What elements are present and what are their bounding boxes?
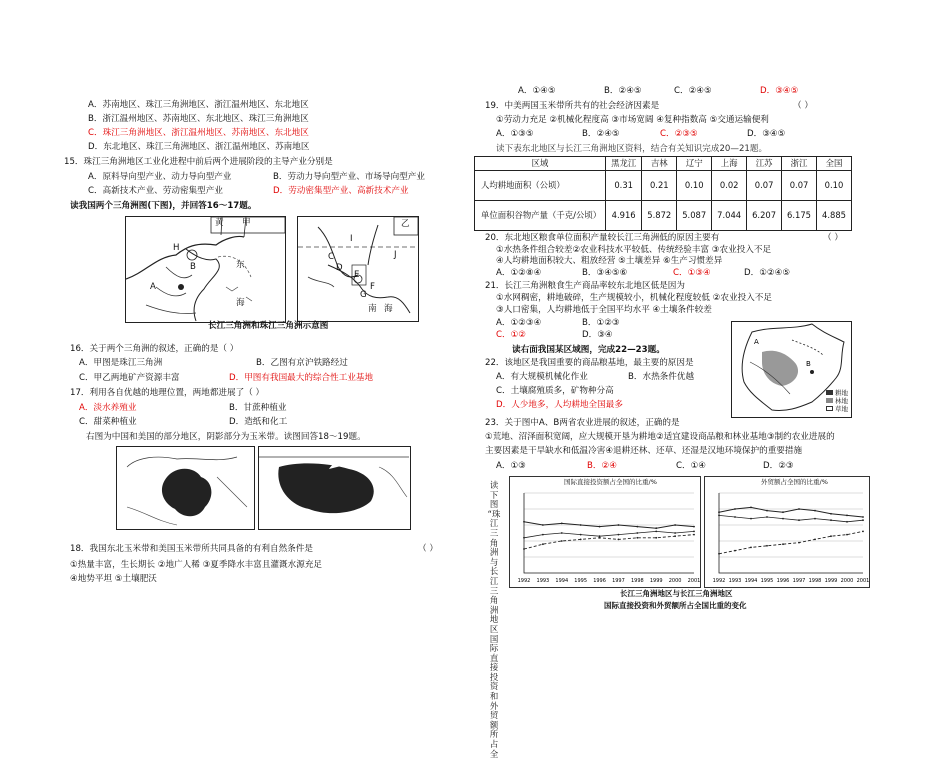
read-chart-char: 资 bbox=[489, 681, 499, 692]
read-chart-char: 外 bbox=[489, 700, 499, 711]
x-tick-label: 1999 bbox=[824, 578, 838, 584]
data-point bbox=[618, 539, 620, 541]
table-row-label: 人均耕地面积（公顷） bbox=[475, 171, 606, 201]
read-chart-char: 读 bbox=[489, 480, 499, 490]
data-point bbox=[830, 519, 832, 521]
read-chart-char: 角 bbox=[489, 537, 499, 548]
q14-option-c: C．珠江三角洲地区、浙江温州地区、苏南地区、东北地区 bbox=[88, 128, 309, 138]
data-point bbox=[542, 534, 544, 536]
data-point bbox=[561, 540, 563, 542]
table-cell: 6.175 bbox=[782, 201, 817, 231]
read-chart-char: 洲 bbox=[489, 604, 499, 615]
table-cell: 0.21 bbox=[642, 171, 677, 201]
table-cell: 0.07 bbox=[782, 171, 817, 201]
map2-label-g: G bbox=[360, 290, 367, 300]
data-point bbox=[814, 510, 816, 512]
read-chart-char: 图 bbox=[489, 499, 499, 510]
usa-corn-belt-map bbox=[258, 446, 411, 530]
read-chart-char: 占 bbox=[489, 739, 499, 750]
q23-choice-b: B．②④ bbox=[587, 461, 617, 471]
data-point bbox=[798, 542, 800, 544]
q15-stem: 15．珠江三角洲地区工业化进程中前后两个进展阶段的主导产业分别是 bbox=[64, 157, 333, 167]
data-point bbox=[599, 535, 601, 537]
data-point bbox=[636, 537, 638, 539]
data-point bbox=[782, 518, 784, 520]
q14-option-d: D．东北地区、珠江三角洲地区、浙江温州地区、苏南地区 bbox=[88, 142, 310, 152]
legend-swatch-icon bbox=[826, 398, 833, 403]
chart-fdi-svg bbox=[510, 477, 700, 587]
x-tick-label: 1994 bbox=[555, 578, 569, 584]
data-point bbox=[693, 534, 695, 536]
read-chart-char: 所 bbox=[489, 729, 499, 740]
table-header-cell: 江苏 bbox=[747, 157, 782, 171]
legend-swatch-icon bbox=[826, 406, 833, 411]
map2-label-d: D bbox=[336, 263, 343, 273]
q23-stem: 23．关于图中A、B两省农业进展的叙述，正确的是 bbox=[485, 418, 680, 428]
x-tick-label: 1997 bbox=[612, 578, 625, 584]
map2-label-f: F bbox=[370, 282, 375, 292]
data-point bbox=[798, 519, 800, 521]
q19-paren: （ ） bbox=[793, 101, 813, 111]
table-header-row bbox=[475, 157, 852, 171]
read-chart-char: 国 bbox=[489, 633, 499, 644]
data-point bbox=[618, 524, 620, 526]
data-point bbox=[561, 523, 563, 525]
q19-stem: 19．中美两国玉米带所共有的社会经济因素是 bbox=[485, 101, 660, 111]
read-map-instruction: 读我国两个三角洲图(下图)，并回答16～17题。 bbox=[70, 201, 257, 211]
data-point bbox=[750, 547, 752, 549]
q19-choice-d: D．③④⑤ bbox=[747, 129, 786, 139]
legend-label: 草地 bbox=[835, 405, 848, 413]
data-point bbox=[782, 511, 784, 513]
table-cell: 5.872 bbox=[642, 201, 677, 231]
read-chart-char: 与 bbox=[489, 556, 499, 567]
chart-caption-1: 长江三角洲地区与长江三角洲地区 bbox=[620, 589, 733, 598]
table-header-cell: 浙江 bbox=[782, 157, 817, 171]
data-point bbox=[542, 524, 544, 526]
q18-opts-line2: ④地势平坦 ⑤土壤肥沃 bbox=[70, 574, 157, 584]
data-point bbox=[862, 519, 864, 521]
read-chart-char: 三 bbox=[489, 527, 499, 538]
q23-line2: 主要因素是干旱缺水和低温冷害④退耕还林、还草、还湿是汉地环境保护的重要措施 bbox=[485, 446, 803, 456]
data-point bbox=[561, 532, 563, 534]
data-point bbox=[814, 518, 816, 520]
table-cell: 4.885 bbox=[817, 201, 852, 231]
delta-map-yi-svg bbox=[298, 217, 418, 321]
map2-label-e: E bbox=[354, 270, 360, 280]
chart-trade-svg bbox=[705, 477, 869, 587]
delta-map-yi bbox=[297, 216, 419, 322]
q19-choice-b: B．②④⑤ bbox=[582, 129, 620, 139]
read-chart-char: 接 bbox=[489, 662, 499, 673]
data-point bbox=[718, 553, 720, 555]
q19-choice-a: A．①③⑤ bbox=[496, 129, 534, 139]
read-chart-char: 投 bbox=[489, 671, 499, 682]
usa-corn-belt-svg bbox=[259, 447, 410, 529]
read-chart-char: 贸 bbox=[489, 710, 499, 721]
table-cell: 5.087 bbox=[677, 201, 712, 231]
data-point bbox=[599, 537, 601, 539]
read-chart-char: 直 bbox=[489, 652, 499, 663]
x-tick-label: 1995 bbox=[760, 578, 774, 584]
x-tick-label: 1992 bbox=[712, 578, 726, 584]
data-point bbox=[766, 516, 768, 518]
x-tick-label: 1995 bbox=[574, 578, 588, 584]
legend-item bbox=[826, 389, 848, 397]
q14-option-a: A．苏南地区、珠江三角洲地区、浙江温州地区、东北地区 bbox=[88, 100, 309, 110]
q21-opts-line1: ①水网稠密，耕地破碎，生产规模较小，机械化程度较低 ②农业投入不足 bbox=[496, 293, 772, 303]
x-tick-label: 2001 bbox=[856, 578, 869, 584]
x-tick-label: 1996 bbox=[776, 578, 790, 584]
read-chart-char: 区 bbox=[489, 623, 499, 634]
data-point bbox=[734, 508, 736, 510]
data-point bbox=[766, 545, 768, 547]
legend-item bbox=[826, 405, 848, 413]
data-point bbox=[693, 531, 695, 533]
data-point bbox=[782, 543, 784, 545]
data-point bbox=[636, 526, 638, 528]
x-tick-label: 1999 bbox=[649, 578, 663, 584]
series-line bbox=[524, 535, 694, 549]
q23-choice-c: C．①④ bbox=[676, 461, 707, 471]
map1-label-h: H bbox=[173, 243, 180, 253]
ne-china-region-map bbox=[731, 321, 852, 418]
data-point bbox=[674, 532, 676, 534]
data-point bbox=[766, 510, 768, 512]
read-chart-char: 全 bbox=[489, 748, 499, 759]
q22-stem: 22．该地区是我国重要的商品粮基地，最主要的原因是 bbox=[485, 358, 694, 368]
map2-label-c: C bbox=[328, 252, 335, 262]
map-legend bbox=[826, 389, 848, 413]
table-row bbox=[475, 171, 852, 201]
chart-fdi-title: 国际直接投资额占全国的比重/% bbox=[564, 478, 657, 486]
data-point bbox=[655, 537, 657, 539]
q18-opts-line1: ①热量丰富，生长期长 ②地广人稀 ③夏季降水丰富且灌溉水源充足 bbox=[70, 560, 323, 570]
q17-option-c: C．甜菜种植业 bbox=[79, 417, 137, 427]
q18-choice-d: D．③④⑤ bbox=[760, 86, 799, 96]
q19-choice-c: C．②③⑤ bbox=[660, 129, 698, 139]
china-corn-belt-map bbox=[116, 446, 255, 530]
x-tick-label: 1992 bbox=[517, 578, 531, 584]
table-cell: 7.044 bbox=[712, 201, 747, 231]
x-tick-label: 1996 bbox=[593, 578, 606, 584]
data-point bbox=[693, 526, 695, 528]
x-tick-label: 2001 bbox=[687, 578, 700, 584]
q15-option-c: C．高新技术产业、劳动密集型产业 bbox=[88, 186, 223, 196]
delta-map-jia bbox=[125, 216, 286, 323]
table-header-cell: 辽宁 bbox=[677, 157, 712, 171]
data-point bbox=[846, 534, 848, 536]
read-chart-char: 长 bbox=[489, 566, 499, 577]
farmland-table bbox=[474, 156, 852, 231]
q15-option-d: D．劳动密集型产业、高新技术产业 bbox=[273, 186, 409, 196]
data-point bbox=[830, 513, 832, 515]
read-chart-char: 江 bbox=[489, 575, 499, 586]
q20-choice-a: A．①②⑧④ bbox=[496, 268, 542, 278]
read-chart-char: 下 bbox=[489, 489, 499, 500]
q22-option-b: B．水热条件优越 bbox=[628, 372, 695, 382]
data-point bbox=[618, 534, 620, 536]
svg-text:B: B bbox=[806, 360, 811, 368]
q16-option-a: A．甲图是珠江三角洲 bbox=[79, 358, 163, 368]
q20-stem: 20．东北地区粮食单位面积产量较长江三角洲低的原因主要有 bbox=[485, 233, 720, 243]
x-tick-label: 1994 bbox=[744, 578, 758, 584]
data-point bbox=[674, 535, 676, 537]
legend-swatch-icon bbox=[826, 390, 833, 395]
chart-trade-title: 外贸额占全国的比重/% bbox=[761, 478, 828, 486]
read-chart-char: “珠 bbox=[487, 508, 501, 519]
q21-stem: 21．长江三角洲粮食生产商品率较东北地区低是因为 bbox=[485, 281, 685, 291]
read-chart-char: 额 bbox=[489, 719, 499, 730]
legend-label: 耕地 bbox=[835, 389, 848, 397]
table-cell: 0.10 bbox=[677, 171, 712, 201]
q18-stem: 18．我国东北玉米带和美国玉米带所共同具备的有利自然条件是 bbox=[70, 544, 313, 554]
svg-text:A: A bbox=[754, 338, 759, 346]
data-point bbox=[862, 531, 864, 533]
data-point bbox=[523, 537, 525, 539]
q16-option-b: B．乙图有京沪铁路经过 bbox=[256, 358, 348, 368]
data-point bbox=[750, 518, 752, 520]
read-map2-instruction: 右图为中国和美国的部分地区，阴影部分为玉米带。读图回答18～19题。 bbox=[86, 432, 366, 442]
q21-choice-a: A．①②③④ bbox=[496, 318, 542, 328]
table-cell: 6.207 bbox=[747, 201, 782, 231]
map2-label-yi-text: 乙 bbox=[401, 219, 410, 229]
table-cell: 0.07 bbox=[747, 171, 782, 201]
chart-axis bbox=[719, 493, 863, 573]
read-table-instruction: 读下表东北地区与长江三角洲地区资料，结合有关知识完成20—21题。 bbox=[496, 144, 768, 154]
q18-choice-c: C．②④⑤ bbox=[674, 86, 712, 96]
q21-choice-b: B．①②③ bbox=[582, 318, 620, 328]
data-point bbox=[674, 524, 676, 526]
q16-stem: 16．关于两个三角洲的叙述，正确的是（ ） bbox=[70, 344, 239, 354]
table-cell: 0.02 bbox=[712, 171, 747, 201]
q18-choice-a: A．①④⑤ bbox=[518, 86, 556, 96]
q16-option-c: C．甲乙两地矿产资源丰富 bbox=[79, 373, 180, 383]
map1-label-huang: 黄 bbox=[215, 218, 224, 228]
q21-choice-d: D．③④ bbox=[582, 330, 613, 340]
table-header-cell: 黑龙江 bbox=[606, 157, 642, 171]
q23-choice-d: D．②③ bbox=[763, 461, 794, 471]
data-point bbox=[523, 521, 525, 523]
q17-option-d: D．造纸和化工 bbox=[229, 417, 288, 427]
chart-caption-2: 国际直接投资和外贸额所占全国比重的变化 bbox=[604, 601, 747, 610]
data-point bbox=[655, 531, 657, 533]
x-tick-label: 1993 bbox=[728, 578, 742, 584]
data-point bbox=[846, 521, 848, 523]
x-tick-label: 1997 bbox=[792, 578, 806, 584]
map1-label-jia: 甲 bbox=[242, 218, 251, 228]
read-map3-instruction: 读右面我国某区域图，完成22—23题。 bbox=[512, 345, 665, 355]
q21-opts-line2: ③人口密集，人均耕地低于全国平均水平 ④土壤条件较差 bbox=[496, 305, 712, 315]
chart-fdi bbox=[509, 476, 701, 588]
data-point bbox=[798, 508, 800, 510]
x-tick-label: 1998 bbox=[630, 578, 644, 584]
map1-label-dong: 东 bbox=[236, 260, 245, 270]
series-line bbox=[719, 515, 863, 521]
data-point bbox=[846, 515, 848, 517]
q20-choice-b: B．③④⑤⑥ bbox=[582, 268, 628, 278]
table-header-cell: 全国 bbox=[817, 157, 852, 171]
q23-line1: ①荒地、沼泽面积宽阔，应大规模开垦为耕地②适宜建设商品粮和林业基地③制约农业进展的 bbox=[485, 432, 835, 442]
read-chart-char: 洲 bbox=[489, 547, 499, 558]
q19-opts: ①劳动力充足 ②机械化程度高 ③市场宽阔 ④复种指数高 ⑤交通运输便利 bbox=[496, 115, 769, 125]
q16-option-d: D．甲图有我国最大的综合性工业基地 bbox=[229, 373, 374, 383]
q15-option-b: B．劳动力导向型产业、市场导向型产业 bbox=[273, 172, 425, 182]
map1-label-hai: 海 bbox=[236, 298, 245, 308]
legend-label: 林地 bbox=[835, 397, 848, 405]
q17-stem: 17．利用各自优越的地理位置，两地都进展了（ ） bbox=[70, 388, 265, 398]
q17-option-a: A．淡水养殖业 bbox=[79, 403, 137, 413]
q15-option-a: A．原料导向型产业、动力导向型产业 bbox=[88, 172, 232, 182]
table-cell: 4.916 bbox=[606, 201, 642, 231]
china-corn-belt-svg bbox=[117, 447, 254, 529]
data-point bbox=[636, 532, 638, 534]
map2-label-hai: 海 bbox=[384, 304, 393, 314]
x-tick-label: 2000 bbox=[668, 578, 682, 584]
q22-option-a: A．有大规模机械化作业 bbox=[496, 372, 588, 382]
data-point bbox=[523, 548, 525, 550]
q18-choice-b: B．②④⑤ bbox=[604, 86, 642, 96]
table-header-cell: 区域 bbox=[475, 157, 606, 171]
map2-label-i: I bbox=[350, 234, 353, 244]
data-point bbox=[814, 539, 816, 541]
read-chart-char: 际 bbox=[489, 643, 499, 654]
read-chart-char: 和 bbox=[489, 691, 499, 702]
series-line bbox=[719, 531, 863, 553]
q22-option-d: D．人少地多，人均耕地全国最多 bbox=[496, 400, 623, 410]
data-point bbox=[580, 524, 582, 526]
data-point bbox=[718, 515, 720, 517]
x-tick-label: 2000 bbox=[840, 578, 854, 584]
chart-trade bbox=[704, 476, 870, 588]
table-cell: 0.10 bbox=[817, 171, 852, 201]
q20-opts-line1: ①水热条件组合较差②农业科技水平较低、传统经验丰富 ③农业投入不足 bbox=[496, 245, 772, 255]
data-point bbox=[750, 507, 752, 509]
q23-choice-a: A．①③ bbox=[496, 461, 526, 471]
q21-choice-c: C．①② bbox=[496, 330, 527, 340]
data-point bbox=[718, 511, 720, 513]
x-tick-label: 1993 bbox=[536, 578, 550, 584]
q17-option-b: B．甘蔗种植业 bbox=[229, 403, 287, 413]
table-row-label: 单位面积谷物产量（千克/公顷） bbox=[475, 201, 606, 231]
read-chart-char: 三 bbox=[489, 585, 499, 596]
map1-label-a: A bbox=[150, 282, 156, 292]
map2-label-nan: 南 bbox=[368, 304, 377, 314]
legend-item bbox=[826, 397, 848, 405]
x-tick-label: 1998 bbox=[808, 578, 822, 584]
q20-paren: （ ） bbox=[823, 233, 843, 243]
q20-opts-line2: ④人均耕地面积较大、粗放经营 ⑤土壤差异 ⑥生产习惯差异 bbox=[496, 256, 723, 266]
delta-map-jia-svg bbox=[126, 217, 285, 322]
table-row bbox=[475, 201, 852, 231]
read-chart-char: 角 bbox=[489, 595, 499, 606]
data-point bbox=[830, 535, 832, 537]
data-point bbox=[655, 527, 657, 529]
data-point bbox=[599, 526, 601, 528]
data-point bbox=[542, 543, 544, 545]
table-cell: 0.31 bbox=[606, 171, 642, 201]
data-point bbox=[580, 539, 582, 541]
table-header-cell: 上海 bbox=[712, 157, 747, 171]
data-point bbox=[580, 534, 582, 536]
data-point bbox=[734, 550, 736, 552]
q14-option-b: B．浙江温州地区、苏南地区、东北地区、珠江三角洲地区 bbox=[88, 114, 309, 124]
map2-label-j: J bbox=[394, 250, 397, 260]
q18-paren: （ ） bbox=[418, 544, 438, 554]
q22-option-c: C．土壤腐殖质多，矿物种分高 bbox=[496, 386, 614, 396]
data-point bbox=[734, 516, 736, 518]
read-chart-char: 地 bbox=[489, 614, 499, 625]
map-caption: 长江三角洲和珠江三角洲示意图 bbox=[208, 321, 329, 331]
read-chart-vertical-text bbox=[483, 481, 505, 759]
data-point bbox=[862, 516, 864, 518]
read-chart-char: 江 bbox=[489, 518, 499, 529]
chart-axis bbox=[524, 493, 694, 573]
map1-label-b: B bbox=[190, 262, 196, 272]
q20-choice-d: D．①②④⑤ bbox=[744, 268, 791, 278]
q20-choice-c: C．①③④ bbox=[673, 268, 711, 278]
table-header-cell: 吉林 bbox=[642, 157, 677, 171]
